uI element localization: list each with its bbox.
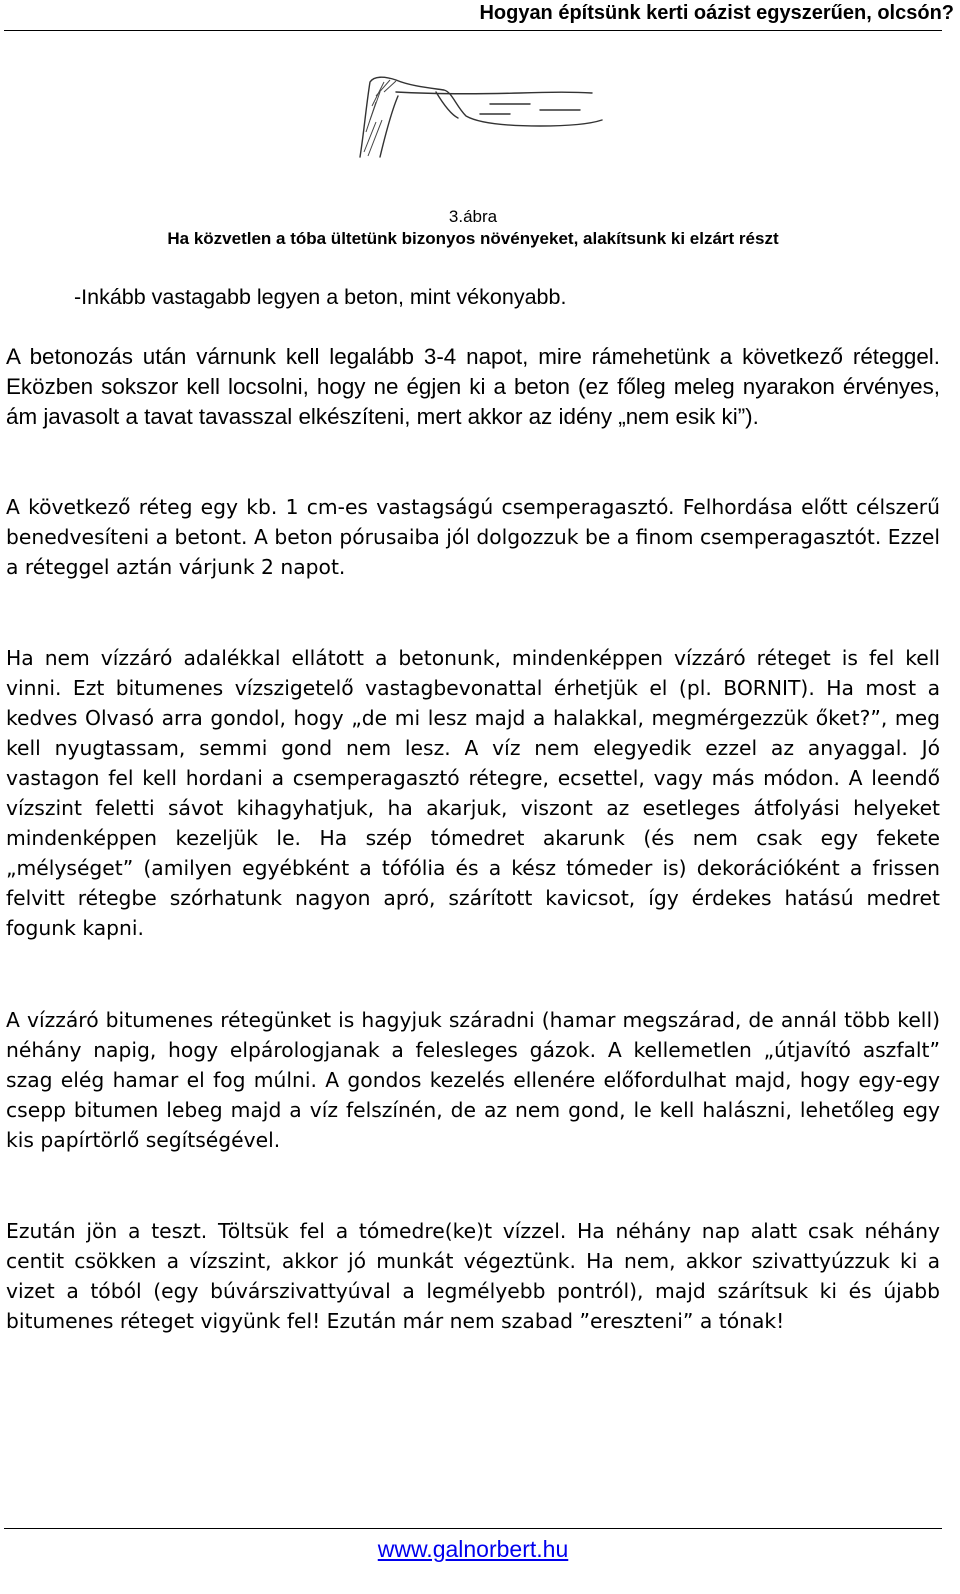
figure-caption: Ha közvetlen a tóba ültetünk bizonyos növényeket, alakítsunk ki elzárt részt — [167, 229, 779, 248]
header-divider — [4, 30, 942, 31]
paragraph-bitumen-layer: Ha nem vízzáró adalékkal ellátott a betonunk, mindenképpen vízzáró réteget is fel kell vinni. Ezt bitumenes vízszigetelő vastagbevonattal érhetjük el (pl. BORNIT). Ha most a kedves Olvasó arra gondol, hogy „de mi lesz majd a halakkal, megmérgezzük őket?”, meg kell nyugtassam, semmi gond nem lesz. A víz nem elegyedik ezzel az anyaggal. Jó vastagon fel kell hordani a csemperagasztó rétegre, ecsettel, vagy más módon. A leendő vízszint feletti sávot kihagyhatjuk, ha akarjuk, viszont az esetleges átfolyási helyeket mindenképpen kezeljük le. Ha szép tómedret akarunk (és nem csak egy fekete „mélységet” (amilyen egyébként a tófólia és a kész tómeder is) dekorációként a frissen felvitt rétegbe szórhatunk nagyon apró, szárított kavicsot, így érdekes hatású medret fogunk kapni. — [6, 646, 940, 940]
document-header-title: Hogyan építsünk kerti oázist egyszerűen, olcsón? — [479, 2, 954, 24]
website-link[interactable]: www.galnorbert.hu — [377, 1536, 569, 1562]
paragraph-drying: A vízzáró bitumenes rétegünket is hagyjuk száradni (hamar megszárad, de annál több kell) néhány napig, hogy elpárologjanak a felesleges gázok. A kellemetlen „útjavító aszfalt” szag elég hamar el fog múlni. A gondos kezelés ellenére előfordulhat majd, hogy egy-egy csepp bitumen lebeg majd a víz felszínén, de az nem gond, le kell halászni, lehetőleg egy kis papírtörlő segítségével. — [6, 1008, 940, 1152]
footer-divider — [4, 1528, 942, 1529]
paragraph-test: Ezután jön a teszt. Töltsük fel a tómedre(ke)t vízzel. Ha néhány nap alatt csak néhány centit csökken a vízszint, akkor jó munkát végeztünk. Ha nem, akkor szivattyúzzuk ki a vizet a tóból (egy búvárszivattyúval a legmélyebb pontról), majd szárítsuk ki és újabb bitumenes réteget vigyünk fel! Ezután már nem szabad ”ereszteni” a tónak! — [6, 1219, 940, 1333]
figure-number: 3.ábra — [448, 207, 498, 226]
pond-cross-section-sketch — [340, 62, 620, 162]
intro-line: -Inkább vastagabb legyen a beton, mint vékonyabb. — [74, 285, 567, 309]
paragraph-curing: A betonozás után várnunk kell legalább 3-4 napot, mire rámehetünk a következő réteggel. Eközben sokszor kell locsolni, hogy ne égjen ki a beton (ez főleg meleg nyarakon érvényes, ám javasolt a tavat tavasszal elkészíteni, mert akkor az idény „nem esik ki”). — [6, 344, 940, 429]
paragraph-tile-adhesive: A következő réteg egy kb. 1 cm-es vastagságú csemperagasztó. Felhordása előtt célszerű benedvesíteni a betont. A beton pórusaiba jól dolgozzuk be a finom csemperagasztót. Ezzel a réteggel aztán várjunk 2 napot. — [6, 495, 940, 579]
